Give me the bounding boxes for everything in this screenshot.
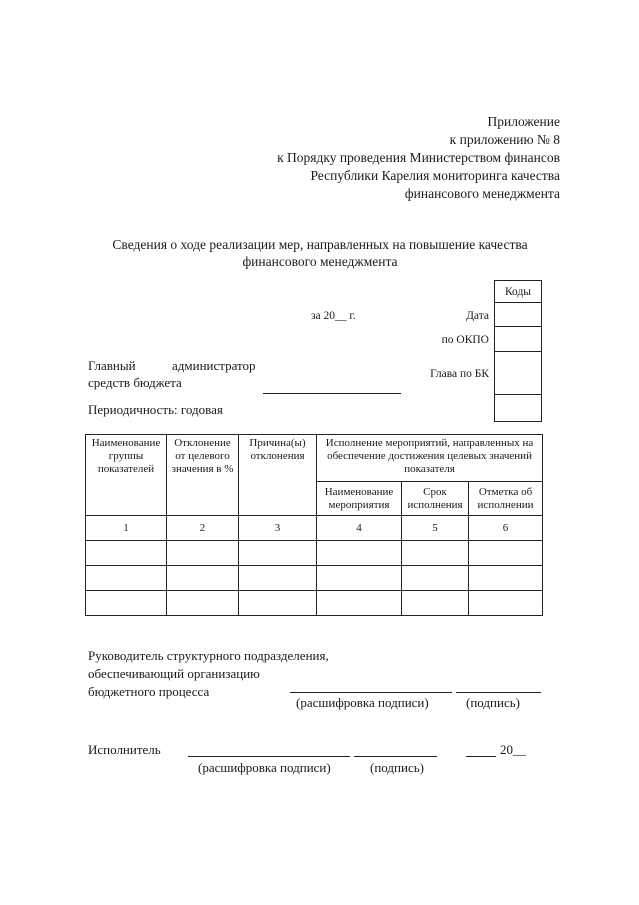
header-execution-mark: Отметка об исполнении [469,482,543,516]
appendix-line: Республики Карелия мониторинга качества [310,168,560,183]
table-cell[interactable] [86,566,167,591]
head-label-line: обеспечивающий организацию [88,666,260,681]
period-label: за 20__ г. [311,310,356,322]
codes-box [494,280,542,422]
header-reasons: Причина(ы) отклонения [239,435,317,516]
table-row [86,591,543,616]
admin-name-line [263,393,401,394]
code-date-cell [495,303,542,327]
table-row [86,541,543,566]
head-sign-line [456,692,541,693]
table-cell[interactable] [402,591,469,616]
head-label-line: бюджетного процесса [88,684,210,699]
executor-label: Исполнитель [88,742,161,757]
header-deadline: Срок исполнения [402,482,469,516]
header-deviation: Отклонение от целевого значения в % [167,435,239,516]
appendix-line: Приложение [487,114,560,129]
exec-sign-line [354,756,437,757]
exec-sign-caption: (подпись) [370,760,424,775]
column-number: 6 [469,516,543,541]
exec-decode-caption: (расшифровка подписи) [198,760,331,775]
admin-word-1: Главный [88,358,136,373]
appendix-line: к приложению № 8 [449,132,560,147]
column-number: 3 [239,516,317,541]
appendix-line: финансового менеджмента [404,186,560,201]
admin-word-2: администратор [172,358,256,373]
table-cell[interactable] [239,591,317,616]
title-line-1: Сведения о ходе реализации мер, направленных на повышение качества [112,237,528,252]
code-extra-cell [495,395,542,422]
admin-line-2: средств бюджета [88,375,182,390]
table-cell[interactable] [317,541,402,566]
table-row [86,566,543,591]
table-cell[interactable] [469,566,543,591]
codes-header: Коды [495,281,542,303]
table-cell[interactable] [402,541,469,566]
code-okpo-label: по ОКПО [441,334,489,346]
table-cell[interactable] [167,541,239,566]
table-cell[interactable] [239,566,317,591]
column-number: 4 [317,516,402,541]
column-number: 2 [167,516,239,541]
code-date-label: Дата [466,310,489,322]
table-cell[interactable] [86,591,167,616]
table-cell[interactable] [402,566,469,591]
head-sign-caption: (подпись) [466,695,520,710]
code-glava-label: Глава по БК [430,368,489,380]
date-year: 20__ [500,742,526,757]
table-cell[interactable] [239,541,317,566]
header-indicator-group: Наименование группы показателей [86,435,167,516]
column-number: 5 [402,516,469,541]
table-cell[interactable] [469,541,543,566]
header-measure-name: Наименование мероприятия [317,482,402,516]
document-title [70,236,570,270]
table-cell[interactable] [317,566,402,591]
head-label-line: Руководитель структурного подразделения, [88,648,329,663]
column-number: 1 [86,516,167,541]
table-cell[interactable] [167,566,239,591]
appendix-line: к Порядку проведения Министерством финансов [277,150,560,165]
table-cell[interactable] [167,591,239,616]
measures-table [85,434,543,616]
appendix-header [277,113,560,203]
table-cell[interactable] [86,541,167,566]
exec-decode-line [188,756,350,757]
title-line-2: финансового менеджмента [242,254,398,269]
header-measures-execution: Исполнение мероприятий, направленных на обеспечение достижения целевых значений показателя [317,435,543,482]
date-day-line [466,756,496,757]
table-cell[interactable] [469,591,543,616]
periodicity-label: Периодичность: годовая [88,402,223,417]
code-okpo-cell [495,327,542,352]
head-decode-line [290,692,452,693]
table-cell[interactable] [317,591,402,616]
code-glava-cell [495,352,542,395]
head-decode-caption: (расшифровка подписи) [296,695,429,710]
